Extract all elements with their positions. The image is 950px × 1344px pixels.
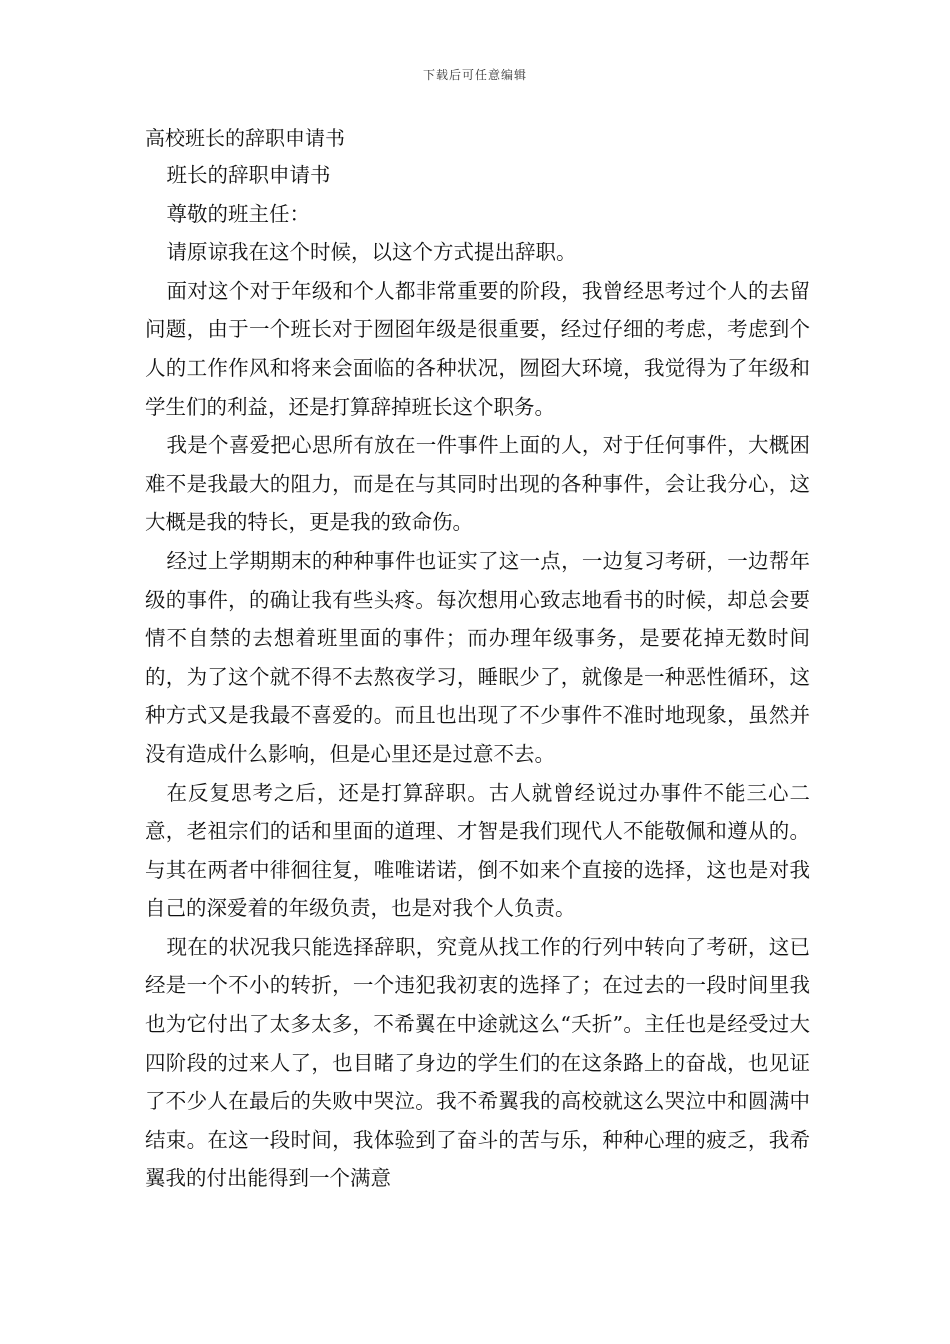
body-paragraph: 在反复思考之后，还是打算辞职。古人就曾经说过办事件不能三心二意，老祖宗们的话和里面的道理、才智是我们现代人不能敬佩和遵从的。与其在两者中徘徊往复，唯唯诺诺，倒不如来个直接的选择，这也是对我自己的深爱着的年级负责，也是对我个人负责。 [145, 780, 810, 921]
body-paragraph: 请原谅我在这个时候，以这个方式提出辞职。 [166, 240, 577, 265]
document-body [145, 156, 810, 1198]
document-title: 高校班长的辞职申请书 [145, 126, 345, 150]
subtitle-paragraph: 班长的辞职申请书 [166, 163, 331, 187]
salutation-paragraph: 尊敬的班主任： [166, 201, 311, 226]
body-paragraph: 我是个喜爱把心思所有放在一件事件上面的人，对于任何事件，大概困难不是我最大的阻力，而是在与其同时出现的各种事件，会让我分心，这大概是我的特长，更是我的致命伤。 [145, 433, 810, 535]
page-header: 下载后可任意编辑 [422, 68, 527, 82]
body-paragraph: 现在的状况我只能选择辞职，究竟从找工作的行列中转向了考研，这已经是一个不小的转折，一个违犯我初衷的选择了；在过去的一段时间里我也为它付出了太多太多，不希翼在中途就这么“夭折”。主任也是经受过大四阶段的过来人了，也目睹了身边的学生们的在这条路上的奋战，也见证了不少人在最后的失败中哭泣。我不希翼我的高校就这么哭泣中和圆满中结束。在这一段时间，我体验到了奋斗的苦与乐，种种心理的疲乏，我希翼我的付出能得到一个满意 [145, 934, 810, 1191]
body-paragraph: 经过上学期期末的种种事件也证实了这一点，一边复习考研，一边帮年级的事件，的确让我有些头疼。每次想用心致志地看书的时候，却总会要情不自禁的去想着班里面的事件；而办理年级事务，是要花掉无数时间的，为了这个就不得不去熬夜学习，睡眠少了，就像是一种恶性循环，这种方式又是我最不喜爱的。而且也出现了不少事件不准时地现象，虽然并没有造成什么影响，但是心里还是过意不去。 [145, 548, 810, 766]
body-paragraph: 面对这个对于年级和个人都非常重要的阶段，我曾经思考过个人的去留问题，由于一个班长对于囫囵年级是很重要，经过仔细的考虑，考虑到个人的工作作风和将来会面临的各种状况，囫囵大环境，我觉得为了年级和学生们的利益，还是打算辞掉班长这个职务。 [145, 278, 810, 419]
